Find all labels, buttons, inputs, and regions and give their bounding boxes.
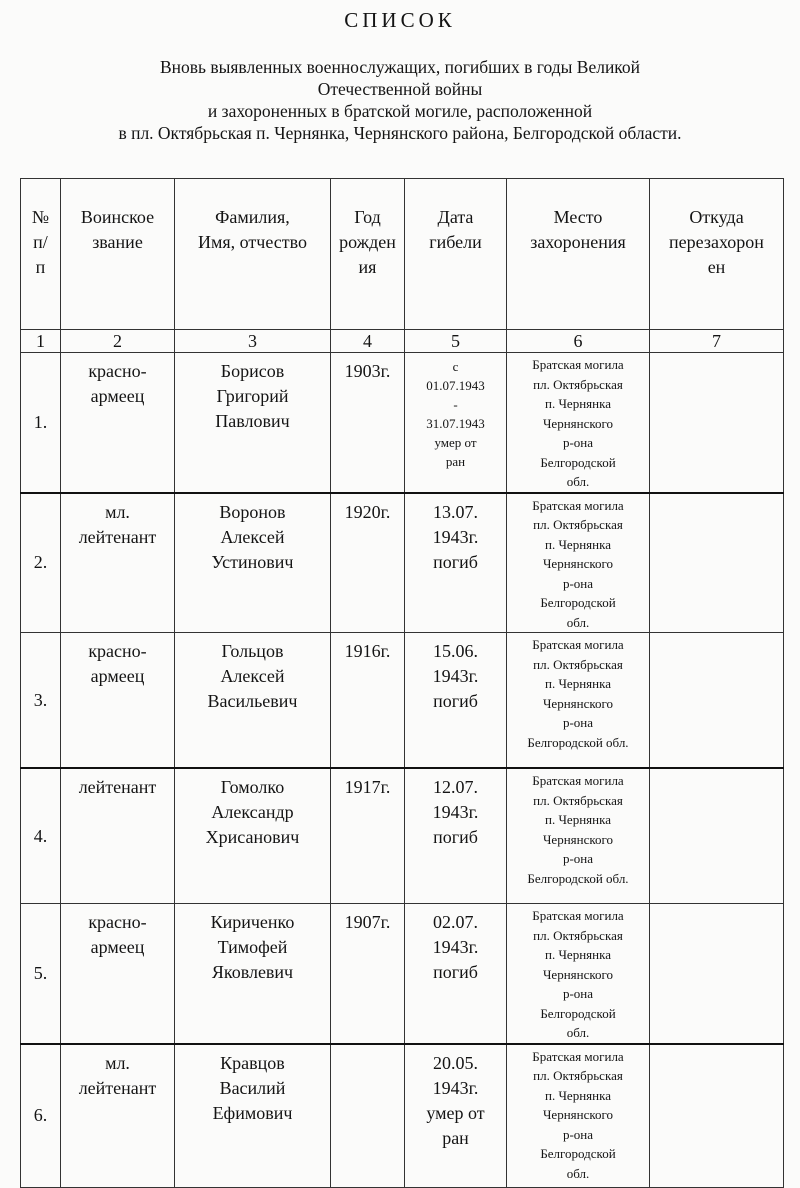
date-line: с bbox=[452, 359, 459, 374]
date-line: 31.07.1943 bbox=[426, 416, 485, 431]
header-line: № bbox=[31, 207, 50, 227]
name-line: Александр bbox=[211, 802, 294, 822]
date-line: 1943г. bbox=[432, 1077, 479, 1098]
header-cell-rank bbox=[61, 179, 175, 330]
header-line: Имя, отчество bbox=[197, 232, 308, 252]
place-line: обл. bbox=[566, 474, 590, 489]
place-line: Белгородской обл. bbox=[527, 870, 629, 886]
death-date-cell bbox=[405, 1044, 507, 1188]
name-line: Алексей bbox=[220, 526, 285, 547]
place-line: Братская могила bbox=[532, 637, 624, 652]
header-line: ия bbox=[358, 257, 377, 277]
date-line: 1943г. bbox=[432, 666, 479, 686]
rank-line: мл. bbox=[105, 501, 130, 522]
subtitle-line: Вновь выявленных военнослужащих, погибших в годы Великой bbox=[159, 57, 641, 77]
place-line: Чернянского bbox=[542, 1107, 614, 1122]
birth-year-cell: 1917г. bbox=[331, 768, 405, 904]
place-line: обл. bbox=[566, 1025, 590, 1040]
birth-year-cell: 1907г. bbox=[331, 904, 405, 1044]
header-line: рожден bbox=[339, 232, 396, 252]
place-line: р-она bbox=[562, 986, 594, 1001]
place-line: р-она bbox=[562, 715, 594, 730]
name-line: Кравцов bbox=[220, 1052, 285, 1073]
table-row bbox=[21, 493, 784, 633]
name-cell bbox=[175, 493, 331, 633]
place-line: Чернянского bbox=[542, 415, 614, 431]
name-line: Павлович bbox=[215, 411, 290, 431]
date-line: умер от bbox=[434, 435, 477, 450]
header-line: Место bbox=[553, 207, 603, 227]
place-line: Белгородской bbox=[540, 1005, 616, 1021]
place-line: Братская могила bbox=[532, 908, 624, 923]
rank-line: армеец bbox=[90, 386, 145, 406]
place-line: обл. bbox=[566, 614, 590, 630]
place-line: п. Чернянка bbox=[545, 812, 611, 827]
date-line: погиб bbox=[433, 691, 478, 711]
header-cell-number bbox=[21, 179, 61, 330]
place-line: Чернянского bbox=[542, 695, 614, 711]
death-date-cell bbox=[405, 768, 507, 904]
place-line: пл. Октябрьская bbox=[533, 927, 623, 943]
header-cell-reburied-from bbox=[650, 179, 784, 330]
name-line: Кириченко bbox=[210, 912, 295, 932]
row-number: 3. bbox=[21, 633, 61, 769]
place-line: пл. Октябрьская bbox=[533, 517, 623, 532]
birth-year-cell bbox=[331, 1044, 405, 1188]
header-line: Воинское bbox=[80, 207, 155, 227]
reburied-from-cell bbox=[650, 904, 784, 1044]
table-row bbox=[21, 904, 784, 1044]
burial-place-cell bbox=[507, 1044, 650, 1188]
document-subtitle bbox=[20, 56, 780, 144]
name-line: Василий bbox=[219, 1077, 286, 1098]
place-line: Братская могила bbox=[532, 773, 624, 788]
header-line: п/ bbox=[33, 232, 48, 252]
date-line: 1943г. bbox=[432, 802, 479, 822]
death-date-cell bbox=[405, 904, 507, 1044]
table-row bbox=[21, 353, 784, 493]
place-line: п. Чернянка bbox=[545, 676, 611, 691]
date-line: умер от bbox=[426, 1102, 485, 1123]
name-line: Васильевич bbox=[207, 691, 298, 711]
place-line: р-она bbox=[562, 1126, 594, 1142]
rank-cell bbox=[61, 768, 175, 904]
name-line: Яковлевич bbox=[211, 962, 294, 982]
reburied-from-cell bbox=[650, 768, 784, 904]
place-line: р-она bbox=[562, 851, 594, 866]
date-line: погиб bbox=[433, 551, 478, 572]
date-line: погиб bbox=[433, 962, 478, 982]
row-number: 5. bbox=[21, 904, 61, 1044]
name-cell bbox=[175, 353, 331, 493]
rank-cell bbox=[61, 904, 175, 1044]
burial-place-cell bbox=[507, 768, 650, 904]
date-line: 1943г. bbox=[432, 937, 479, 957]
name-line: Григорий bbox=[216, 386, 289, 406]
place-line: п. Чернянка bbox=[545, 947, 611, 962]
date-line: 20.05. bbox=[433, 1052, 478, 1073]
place-line: Белгородской bbox=[540, 1146, 616, 1161]
reburied-from-cell bbox=[650, 493, 784, 633]
subtitle-line: и захороненных в братской могиле, расположенной bbox=[207, 101, 593, 121]
place-line: пл. Октябрьская bbox=[533, 792, 623, 808]
birth-year-cell: 1916г. bbox=[331, 633, 405, 769]
header-cell-name bbox=[175, 179, 331, 330]
header-line: Дата bbox=[437, 207, 474, 227]
rank-cell bbox=[61, 633, 175, 769]
document-title: СПИСОК bbox=[344, 8, 456, 32]
name-line: Хрисанович bbox=[205, 827, 300, 847]
rank-line: лейтенант bbox=[78, 1077, 157, 1098]
table-header-row bbox=[21, 179, 784, 330]
header-cell-birth-year bbox=[331, 179, 405, 330]
header-line: гибели bbox=[429, 232, 482, 252]
column-number: 3 bbox=[175, 330, 331, 353]
place-line: р-она bbox=[562, 575, 594, 591]
rank-cell bbox=[61, 1044, 175, 1188]
date-line: ран bbox=[445, 454, 466, 469]
rank-cell bbox=[61, 493, 175, 633]
burial-place-cell bbox=[507, 633, 650, 769]
rank-line: красно- bbox=[88, 361, 147, 381]
place-line: пл. Октябрьская bbox=[533, 1068, 623, 1083]
row-number: 6. bbox=[21, 1044, 61, 1188]
name-line: Гольцов bbox=[221, 641, 284, 661]
row-number: 1. bbox=[21, 353, 61, 493]
rank-line: армеец bbox=[90, 937, 145, 957]
column-number: 7 bbox=[650, 330, 784, 353]
rank-line: армеец bbox=[90, 666, 145, 686]
header-line: Откуда bbox=[689, 207, 744, 227]
column-number: 4 bbox=[331, 330, 405, 353]
birth-year-cell: 1903г. bbox=[331, 353, 405, 493]
column-number: 2 bbox=[61, 330, 175, 353]
date-line: 12.07. bbox=[433, 777, 478, 797]
name-cell bbox=[175, 1044, 331, 1188]
burial-list-table bbox=[20, 178, 784, 1188]
birth-year-cell: 1920г. bbox=[331, 493, 405, 633]
date-line: ран bbox=[442, 1127, 469, 1148]
place-line: п. Чернянка bbox=[545, 1087, 611, 1103]
place-line: Белгородской bbox=[540, 595, 616, 610]
date-line: погиб bbox=[433, 827, 478, 847]
death-date-cell bbox=[405, 353, 507, 493]
burial-place-cell bbox=[507, 904, 650, 1044]
name-line: Воронов bbox=[219, 501, 286, 522]
name-line: Алексей bbox=[220, 666, 285, 686]
name-line: Гомолко bbox=[220, 777, 285, 797]
reburied-from-cell bbox=[650, 1044, 784, 1188]
rank-line: красно- bbox=[88, 912, 147, 932]
name-line: Тимофей bbox=[217, 937, 288, 957]
place-line: п. Чернянка bbox=[545, 396, 611, 411]
name-line: Устинович bbox=[211, 551, 294, 572]
rank-line: лейтенант bbox=[78, 777, 157, 797]
death-date-cell bbox=[405, 493, 507, 633]
date-line: 15.06. bbox=[433, 641, 478, 661]
column-number-row bbox=[21, 330, 784, 353]
column-number: 1 bbox=[21, 330, 61, 353]
place-line: Чернянского bbox=[542, 831, 614, 847]
header-line: ен bbox=[707, 257, 726, 277]
reburied-from-cell bbox=[650, 353, 784, 493]
row-number: 4. bbox=[21, 768, 61, 904]
date-line: 01.07.1943 bbox=[426, 378, 485, 393]
place-line: Белгородской обл. bbox=[527, 734, 629, 750]
rank-cell bbox=[61, 353, 175, 493]
reburied-from-cell bbox=[650, 633, 784, 769]
date-line: 1943г. bbox=[432, 526, 479, 547]
place-line: Братская могила bbox=[532, 1048, 624, 1064]
date-line: 13.07. bbox=[433, 501, 478, 522]
place-line: Белгородской bbox=[540, 454, 616, 470]
rank-line: лейтенант bbox=[78, 526, 157, 547]
name-cell bbox=[175, 904, 331, 1044]
name-cell bbox=[175, 633, 331, 769]
column-number: 5 bbox=[405, 330, 507, 353]
table-row bbox=[21, 768, 784, 904]
row-number: 2. bbox=[21, 493, 61, 633]
place-line: п. Чернянка bbox=[545, 536, 611, 552]
burial-place-cell bbox=[507, 353, 650, 493]
rank-line: мл. bbox=[105, 1052, 130, 1073]
place-line: пл. Октябрьская bbox=[533, 656, 623, 672]
death-date-cell bbox=[405, 633, 507, 769]
place-line: обл. bbox=[566, 1165, 590, 1181]
name-line: Ефимович bbox=[212, 1102, 293, 1123]
table-row bbox=[21, 1044, 784, 1188]
header-line: захоронения bbox=[530, 232, 626, 252]
name-cell bbox=[175, 768, 331, 904]
place-line: Чернянского bbox=[542, 966, 614, 982]
table-row bbox=[21, 633, 784, 769]
place-line: р-она bbox=[562, 435, 594, 450]
rank-line: красно- bbox=[88, 641, 147, 661]
subtitle-line: в пл. Октябрьская п. Чернянка, Чернянского района, Белгородской области. bbox=[118, 123, 682, 143]
place-line: пл. Октябрьская bbox=[533, 376, 623, 392]
date-line: 02.07. bbox=[433, 912, 478, 932]
header-cell-burial-place bbox=[507, 179, 650, 330]
header-line: звание bbox=[92, 232, 143, 252]
date-line: - bbox=[453, 397, 458, 412]
header-line: перезахорон bbox=[669, 232, 764, 252]
header-line: п bbox=[35, 257, 46, 277]
burial-place-cell bbox=[507, 493, 650, 633]
subtitle-line: Отечественной войны bbox=[317, 79, 483, 99]
place-line: Братская могила bbox=[532, 357, 624, 372]
name-line: Борисов bbox=[220, 361, 285, 381]
header-line: Фамилия, bbox=[215, 207, 290, 227]
place-line: Чернянского bbox=[542, 556, 614, 571]
column-number: 6 bbox=[507, 330, 650, 353]
place-line: Братская могила bbox=[532, 497, 624, 513]
header-cell-death-date bbox=[405, 179, 507, 330]
header-line: Год bbox=[354, 207, 381, 227]
